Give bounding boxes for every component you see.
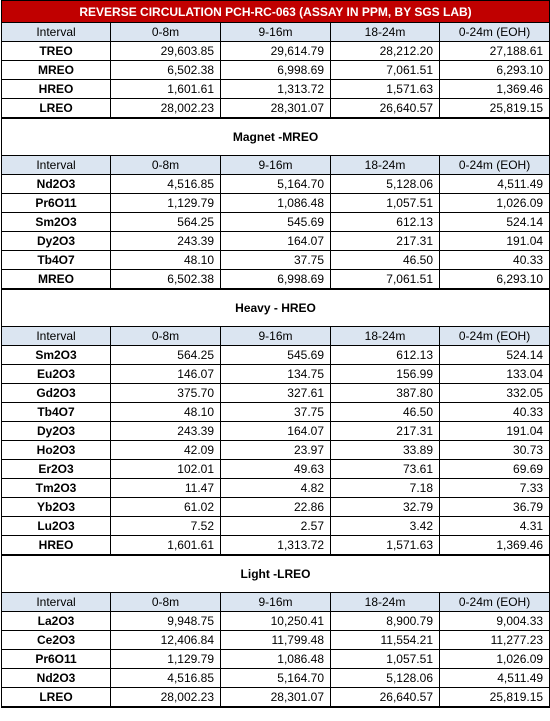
header-col-4: 0-24m (EOH) bbox=[440, 23, 550, 42]
header-col-2: 9-16m bbox=[221, 593, 331, 612]
row-label: Sm2O3 bbox=[2, 346, 111, 365]
table-row bbox=[2, 194, 550, 213]
table-row bbox=[2, 517, 550, 536]
table-title: REVERSE CIRCULATION PCH-RC-063 (ASSAY IN PPM, BY SGS LAB) bbox=[2, 1, 550, 23]
cell-value: 48.10 bbox=[111, 403, 221, 422]
cell-value: 6,998.69 bbox=[221, 61, 331, 80]
cell-value: 1,057.51 bbox=[331, 194, 440, 213]
table-row bbox=[2, 99, 550, 118]
cell-value: 10,250.41 bbox=[221, 612, 331, 631]
cell-value: 564.25 bbox=[111, 346, 221, 365]
cell-value: 36.79 bbox=[440, 498, 550, 517]
cell-value: 37.75 bbox=[221, 403, 331, 422]
header-col-1: 0-8m bbox=[111, 23, 221, 42]
cell-value: 5,128.06 bbox=[331, 175, 440, 194]
cell-value: 4,511.49 bbox=[440, 175, 550, 194]
table-row bbox=[2, 384, 550, 403]
row-label: La2O3 bbox=[2, 612, 111, 631]
cell-value: 1,571.63 bbox=[331, 536, 440, 555]
cell-value: 32.79 bbox=[331, 498, 440, 517]
cell-value: 564.25 bbox=[111, 213, 221, 232]
row-label: Eu2O3 bbox=[2, 365, 111, 384]
cell-value: 612.13 bbox=[331, 213, 440, 232]
cell-value: 524.14 bbox=[440, 346, 550, 365]
cell-value: 243.39 bbox=[111, 232, 221, 251]
cell-value: 191.04 bbox=[440, 232, 550, 251]
table-row bbox=[2, 80, 550, 99]
header-col-3: 18-24m bbox=[331, 23, 440, 42]
cell-value: 48.10 bbox=[111, 251, 221, 270]
row-label: MREO bbox=[2, 61, 111, 80]
cell-value: 40.33 bbox=[440, 251, 550, 270]
cell-value: 22.86 bbox=[221, 498, 331, 517]
row-label: Gd2O3 bbox=[2, 384, 111, 403]
cell-value: 7.33 bbox=[440, 479, 550, 498]
row-label: Nd2O3 bbox=[2, 669, 111, 688]
cell-value: 1,571.63 bbox=[331, 80, 440, 99]
header-row bbox=[2, 327, 550, 346]
cell-value: 11,554.21 bbox=[331, 631, 440, 650]
table-row bbox=[2, 688, 550, 707]
table-row bbox=[2, 61, 550, 80]
cell-value: 28,212.20 bbox=[331, 42, 440, 61]
row-label: Pr6O11 bbox=[2, 650, 111, 669]
cell-value: 217.31 bbox=[331, 232, 440, 251]
table-row bbox=[2, 612, 550, 631]
header-col-4: 0-24m (EOH) bbox=[440, 156, 550, 175]
cell-value: 6,293.10 bbox=[440, 61, 550, 80]
cell-value: 4,516.85 bbox=[111, 669, 221, 688]
header-interval: Interval bbox=[2, 156, 111, 175]
row-label: MREO bbox=[2, 270, 111, 289]
cell-value: 26,640.57 bbox=[331, 99, 440, 118]
table-row bbox=[2, 175, 550, 194]
cell-value: 1,129.79 bbox=[111, 194, 221, 213]
cell-value: 4,516.85 bbox=[111, 175, 221, 194]
section-title: Light -LREO bbox=[2, 555, 550, 593]
table-row bbox=[2, 365, 550, 384]
cell-value: 133.04 bbox=[440, 365, 550, 384]
cell-value: 1,313.72 bbox=[221, 80, 331, 99]
cell-value: 1,026.09 bbox=[440, 194, 550, 213]
cell-value: 5,164.70 bbox=[221, 669, 331, 688]
cell-value: 26,640.57 bbox=[331, 688, 440, 707]
cell-value: 134.75 bbox=[221, 365, 331, 384]
cell-value: 7,061.51 bbox=[331, 61, 440, 80]
cell-value: 1,313.72 bbox=[221, 536, 331, 555]
table-row bbox=[2, 422, 550, 441]
cell-value: 28,301.07 bbox=[221, 99, 331, 118]
cell-value: 46.50 bbox=[331, 403, 440, 422]
cell-value: 164.07 bbox=[221, 422, 331, 441]
cell-value: 1,086.48 bbox=[221, 194, 331, 213]
cell-value: 37.75 bbox=[221, 251, 331, 270]
table-row bbox=[2, 631, 550, 650]
header-row bbox=[2, 156, 550, 175]
cell-value: 1,601.61 bbox=[111, 536, 221, 555]
header-col-3: 18-24m bbox=[331, 327, 440, 346]
cell-value: 1,369.46 bbox=[440, 536, 550, 555]
cell-value: 5,128.06 bbox=[331, 669, 440, 688]
cell-value: 6,998.69 bbox=[221, 270, 331, 289]
table-row bbox=[2, 232, 550, 251]
cell-value: 4,511.49 bbox=[440, 669, 550, 688]
cell-value: 1,057.51 bbox=[331, 650, 440, 669]
assay-table bbox=[1, 0, 550, 708]
cell-value: 2.57 bbox=[221, 517, 331, 536]
cell-value: 25,819.15 bbox=[440, 99, 550, 118]
cell-value: 11,277.23 bbox=[440, 631, 550, 650]
cell-value: 28,002.23 bbox=[111, 99, 221, 118]
table-row bbox=[2, 403, 550, 422]
cell-value: 1,086.48 bbox=[221, 650, 331, 669]
cell-value: 217.31 bbox=[331, 422, 440, 441]
cell-value: 191.04 bbox=[440, 422, 550, 441]
cell-value: 1,129.79 bbox=[111, 650, 221, 669]
row-label: LREO bbox=[2, 99, 111, 118]
row-label: Nd2O3 bbox=[2, 175, 111, 194]
row-label: Ho2O3 bbox=[2, 441, 111, 460]
cell-value: 1,026.09 bbox=[440, 650, 550, 669]
row-label: HREO bbox=[2, 536, 111, 555]
cell-value: 42.09 bbox=[111, 441, 221, 460]
row-label: Yb2O3 bbox=[2, 498, 111, 517]
table-row bbox=[2, 42, 550, 61]
header-col-1: 0-8m bbox=[111, 156, 221, 175]
section-title-row bbox=[2, 289, 550, 327]
cell-value: 69.69 bbox=[440, 460, 550, 479]
cell-value: 1,369.46 bbox=[440, 80, 550, 99]
table-title-row bbox=[2, 1, 550, 23]
header-col-1: 0-8m bbox=[111, 593, 221, 612]
header-col-2: 9-16m bbox=[221, 156, 331, 175]
cell-value: 8,900.79 bbox=[331, 612, 440, 631]
header-col-3: 18-24m bbox=[331, 156, 440, 175]
row-label: TREO bbox=[2, 42, 111, 61]
row-label: Sm2O3 bbox=[2, 213, 111, 232]
row-label: HREO bbox=[2, 80, 111, 99]
header-col-4: 0-24m (EOH) bbox=[440, 327, 550, 346]
cell-value: 46.50 bbox=[331, 251, 440, 270]
row-label: Tb4O7 bbox=[2, 251, 111, 270]
table-row bbox=[2, 251, 550, 270]
row-label: Er2O3 bbox=[2, 460, 111, 479]
cell-value: 28,002.23 bbox=[111, 688, 221, 707]
cell-value: 49.63 bbox=[221, 460, 331, 479]
row-label: LREO bbox=[2, 688, 111, 707]
cell-value: 29,603.85 bbox=[111, 42, 221, 61]
row-label: Dy2O3 bbox=[2, 232, 111, 251]
cell-value: 9,004.33 bbox=[440, 612, 550, 631]
cell-value: 73.61 bbox=[331, 460, 440, 479]
cell-value: 4.82 bbox=[221, 479, 331, 498]
row-label: Lu2O3 bbox=[2, 517, 111, 536]
cell-value: 7.52 bbox=[111, 517, 221, 536]
table-row bbox=[2, 460, 550, 479]
header-interval: Interval bbox=[2, 23, 111, 42]
cell-value: 9,948.75 bbox=[111, 612, 221, 631]
cell-value: 61.02 bbox=[111, 498, 221, 517]
header-col-1: 0-8m bbox=[111, 327, 221, 346]
row-label: Dy2O3 bbox=[2, 422, 111, 441]
cell-value: 545.69 bbox=[221, 213, 331, 232]
section-title-row bbox=[2, 555, 550, 593]
row-label: Pr6O11 bbox=[2, 194, 111, 213]
header-col-2: 9-16m bbox=[221, 23, 331, 42]
table-row bbox=[2, 441, 550, 460]
cell-value: 146.07 bbox=[111, 365, 221, 384]
cell-value: 33.89 bbox=[331, 441, 440, 460]
cell-value: 102.01 bbox=[111, 460, 221, 479]
section-title: Magnet -MREO bbox=[2, 118, 550, 156]
cell-value: 7.18 bbox=[331, 479, 440, 498]
header-row bbox=[2, 23, 550, 42]
table-row bbox=[2, 479, 550, 498]
cell-value: 28,301.07 bbox=[221, 688, 331, 707]
cell-value: 4.31 bbox=[440, 517, 550, 536]
cell-value: 5,164.70 bbox=[221, 175, 331, 194]
header-interval: Interval bbox=[2, 593, 111, 612]
cell-value: 25,819.15 bbox=[440, 688, 550, 707]
cell-value: 11,799.48 bbox=[221, 631, 331, 650]
cell-value: 545.69 bbox=[221, 346, 331, 365]
cell-value: 40.33 bbox=[440, 403, 550, 422]
cell-value: 12,406.84 bbox=[111, 631, 221, 650]
table-row bbox=[2, 650, 550, 669]
cell-value: 243.39 bbox=[111, 422, 221, 441]
table-row bbox=[2, 346, 550, 365]
cell-value: 375.70 bbox=[111, 384, 221, 403]
cell-value: 3.42 bbox=[331, 517, 440, 536]
cell-value: 156.99 bbox=[331, 365, 440, 384]
cell-value: 30.73 bbox=[440, 441, 550, 460]
cell-value: 332.05 bbox=[440, 384, 550, 403]
header-interval: Interval bbox=[2, 327, 111, 346]
header-col-4: 0-24m (EOH) bbox=[440, 593, 550, 612]
header-row bbox=[2, 593, 550, 612]
header-col-3: 18-24m bbox=[331, 593, 440, 612]
table-row bbox=[2, 270, 550, 289]
table-row bbox=[2, 669, 550, 688]
table-row bbox=[2, 498, 550, 517]
header-col-2: 9-16m bbox=[221, 327, 331, 346]
cell-value: 387.80 bbox=[331, 384, 440, 403]
table-row bbox=[2, 536, 550, 555]
cell-value: 11.47 bbox=[111, 479, 221, 498]
cell-value: 612.13 bbox=[331, 346, 440, 365]
row-label: Tb4O7 bbox=[2, 403, 111, 422]
cell-value: 23.97 bbox=[221, 441, 331, 460]
row-label: Ce2O3 bbox=[2, 631, 111, 650]
cell-value: 164.07 bbox=[221, 232, 331, 251]
section-title: Heavy - HREO bbox=[2, 289, 550, 327]
cell-value: 7,061.51 bbox=[331, 270, 440, 289]
section-title-row bbox=[2, 118, 550, 156]
cell-value: 6,502.38 bbox=[111, 61, 221, 80]
cell-value: 524.14 bbox=[440, 213, 550, 232]
cell-value: 29,614.79 bbox=[221, 42, 331, 61]
cell-value: 1,601.61 bbox=[111, 80, 221, 99]
cell-value: 27,188.61 bbox=[440, 42, 550, 61]
cell-value: 6,502.38 bbox=[111, 270, 221, 289]
cell-value: 6,293.10 bbox=[440, 270, 550, 289]
cell-value: 327.61 bbox=[221, 384, 331, 403]
row-label: Tm2O3 bbox=[2, 479, 111, 498]
table-row bbox=[2, 213, 550, 232]
